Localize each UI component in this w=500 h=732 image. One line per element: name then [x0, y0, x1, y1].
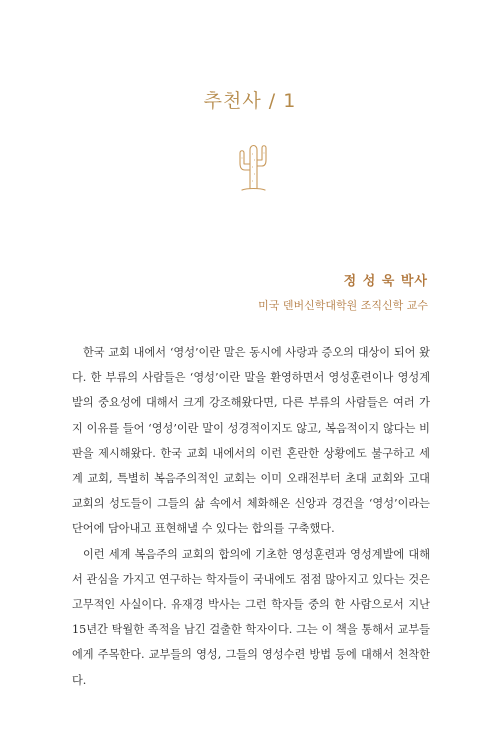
author-position: 미국 덴버신학대학원 조직신학 교수 [258, 299, 428, 312]
body-text [72, 340, 430, 693]
paragraph: 이런 세계 복음주의 교회의 합의에 기초한 영성훈련과 영성계발에 대해서 관심을 가지고 연구하는 학자들이 국내에도 점점 많아지고 있다는 것은 고무적인 사실이다. 유재경 박사는 그런 학자들 중의 한 사람으로서 지난 15년간 탁월한 족적을 남긴 걸출한 학자이다. 그는 이 책을 통해서 교부들에게 주목한다. 교부들의 영성, 그들의 영성수련 방법 등에 대해서 천착한다. [72, 547, 430, 687]
cactus-icon [236, 138, 270, 194]
author-block [258, 270, 428, 313]
paragraph: 한국 교회 내에서 ‘영성’이란 말은 동시에 사랑과 증오의 대상이 되어 왔다. 한 부류의 사람들은 ‘영성’이란 말을 환영하면서 영성훈련이나 영성계발의 중요성에 대해서 크게 강조해왔다면, 다른 부류의 사람들은 여러 가지 이유를 들어 ‘영성’이란 말이 성경적이지도 않고, 복음적이지 않다는 비판을 제시해왔다. 한국 교회 내에서의 이런 혼란한 상황에도 불구하고 세계 교회, 특별히 복음주의적인 교회는 이미 오래전부터 초대 교회와 고대 교회의 성도들이 그들의 삶 속에서 체화해온 신앙과 경건을 ‘영성’이라는 단어에 담아내고 표현해낼 수 있다는 합의를 구축했다. [72, 346, 430, 536]
author-name: 정 성 욱 박사 [343, 274, 428, 289]
page-title: 추천사 / 1 [203, 90, 297, 112]
